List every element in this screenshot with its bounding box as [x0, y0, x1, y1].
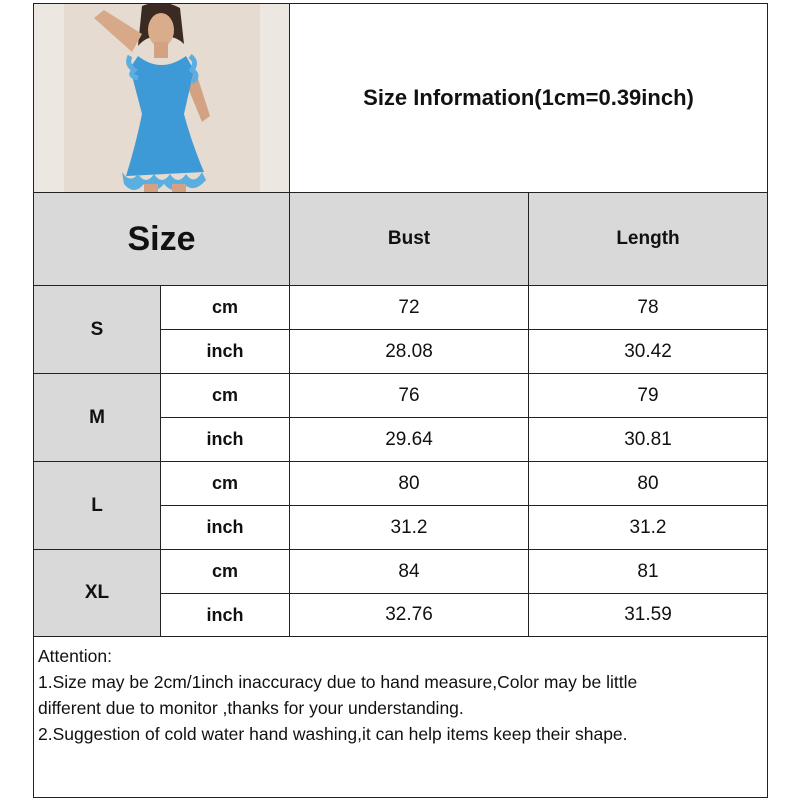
bust-inch-s: 28.08 [290, 330, 529, 374]
unit-cm: cm [161, 462, 290, 506]
length-inch-xl: 31.59 [529, 594, 767, 637]
bust-cm-m: 76 [290, 374, 529, 418]
size-info-title: Size Information(1cm=0.39inch) [290, 4, 767, 193]
length-inch-m: 30.81 [529, 418, 767, 462]
bust-cm-xl: 84 [290, 550, 529, 594]
unit-inch: inch [161, 418, 290, 462]
bust-cm-l: 80 [290, 462, 529, 506]
length-cm-xl: 81 [529, 550, 767, 594]
unit-cm: cm [161, 550, 290, 594]
length-header: Length [529, 193, 767, 286]
attention-line-2: different due to monitor ,thanks for your understanding. [38, 698, 464, 718]
bust-header: Bust [290, 193, 529, 286]
attention-heading: Attention: [38, 646, 112, 666]
length-cm-s: 78 [529, 286, 767, 330]
attention-line-3: 2.Suggestion of cold water hand washing,it can help items keep their shape. [38, 724, 628, 744]
bust-cm-s: 72 [290, 286, 529, 330]
length-cm-m: 79 [529, 374, 767, 418]
bust-inch-m: 29.64 [290, 418, 529, 462]
unit-inch: inch [161, 330, 290, 374]
unit-cm: cm [161, 286, 290, 330]
size-label-s: S [34, 286, 161, 374]
size-header: Size [34, 193, 290, 286]
size-chart [33, 3, 768, 798]
attention-notes [34, 637, 767, 797]
bust-inch-xl: 32.76 [290, 594, 529, 637]
size-label-l: L [34, 462, 161, 550]
unit-inch: inch [161, 506, 290, 550]
model-dress-illustration [34, 4, 290, 193]
length-cm-l: 80 [529, 462, 767, 506]
bust-inch-l: 31.2 [290, 506, 529, 550]
length-inch-l: 31.2 [529, 506, 767, 550]
product-photo [34, 4, 290, 193]
attention-line-1: 1.Size may be 2cm/1inch inaccuracy due to hand measure,Color may be little [38, 672, 638, 692]
size-label-xl: XL [34, 550, 161, 637]
unit-cm: cm [161, 374, 290, 418]
unit-inch: inch [161, 594, 290, 637]
size-label-m: M [34, 374, 161, 462]
length-inch-s: 30.42 [529, 330, 767, 374]
